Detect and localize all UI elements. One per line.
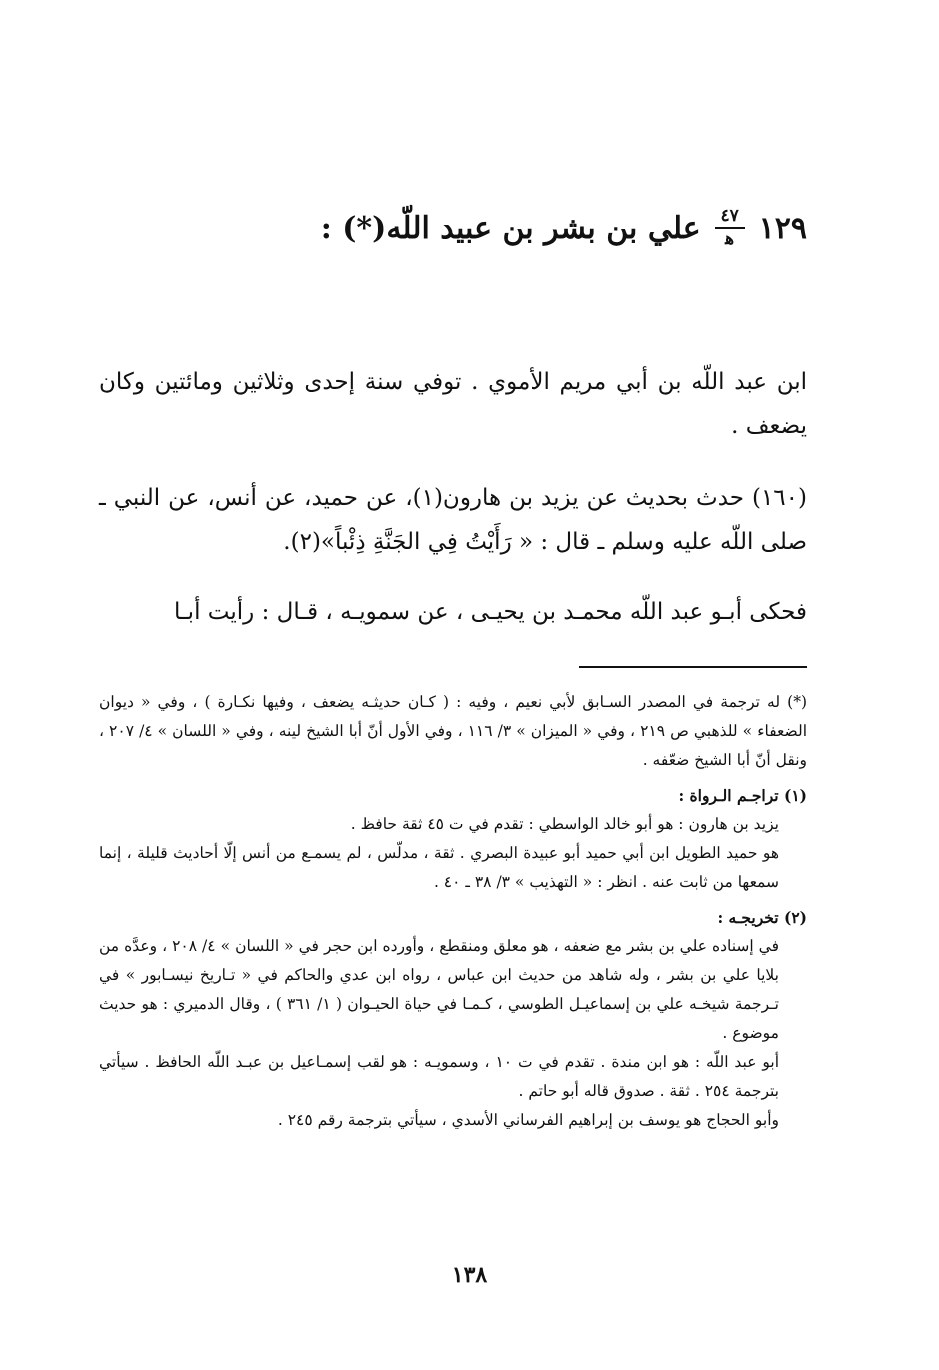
- fraction-bottom: ﻫ: [725, 229, 735, 249]
- footnote-2-line-2: أبو عبد اللّه : هو ابن مندة . تقدم في ت ١٠ ، وسمويـه : هو لقب إسمـاعيل بن عبـد اللّه الحافظ . سيأتي بترجمة ٢٥٤ . ثقة . صدوق قاله أبو حاتم .: [99, 1053, 780, 1100]
- footnote-star: (*) له ترجمة في المصدر السـابق لأبي نعيم ، وفيه : ( كـان حديثـه يضعف ، وفيها نكـارة ) ، وفي « ديوان الضعفاء » للذهبي ص ٢١٩ ، وفي « الميزان » ٣/ ١١٦ ، وفي الأول أنّ أبا الشيخ لينه ، وفي « اللسان » ٤/ ٢٠٧ ، ونقل أنّ أبا الشيخ ضعّفه .: [99, 693, 807, 769]
- footnote-divider: [579, 666, 807, 668]
- footnote-1: [99, 781, 807, 897]
- footnote-1-line-2: هو حميد الطويل ابن أبي حميد أبو عبيدة البصري . ثقة ، مدلّس ، لم يسمـع من أنس إلّا أحاديث قليلة ، إنما سمعها من ثابت عنه . انظر : « التهذيب » ٣/ ٣٨ ـ ٤٠ .: [99, 844, 779, 891]
- footnote-2-line-1: في إسناده علي بن بشر مع ضعفه ، هو معلق ومنقطع ، وأورده ابن حجر في « اللسان » ٤/ ٢٠٨ ، وعدَّه من بلايا علي بن بشر ، وله شاهد من حديث ابن عباس ، رواه ابن عدي والحاكم في « تـاريخ نيسـابور » في تـرجمة شيخـه علي بن إسماعيـل الطوسي ، كـمـا في حياة الحيـوان ( ١/ ٣٦١ ) ، وقال الدميري : هو حديث موضوع .: [99, 937, 780, 1042]
- footnote-2: [99, 903, 807, 1135]
- fraction-top: ٤٧: [720, 206, 739, 226]
- hadith-paragraph: (١٦٠) حدث بحديث عن يزيد بن هارون(١)، عن حميد، عن أنس، عن النبي ـ صلى اللّه عليه وسلم ـ قال : « رَأَيْتُ فِي الجَنَّةِ ذِئْباً»(٢).: [99, 485, 807, 555]
- entry-number: ١٢٩: [758, 210, 807, 246]
- page-number: ١٣٨: [451, 1262, 488, 1288]
- footnote-2-line-3: وأبو الحجاج هو يوسف بن إبراهيم الفرساني الأسدي ، سيأتي بترجمة رقم ٢٤٥ .: [277, 1111, 779, 1129]
- footnotes: [99, 688, 807, 1135]
- continuation-paragraph: فحكى أبـو عبد اللّه محمـد بن يحيـى ، عن سمويـه ، قـال : رأيت أبـا: [173, 599, 807, 625]
- footnote-2-heading: (٢) تخريجـه :: [717, 908, 807, 927]
- entry-title: علي بن بشر بن عبيد اللّه(*) :: [320, 210, 701, 246]
- footnote-1-heading: (١) تراجـم الـرواة :: [678, 786, 807, 805]
- footnote-1-line-1: يزيد بن هارون : هو أبو خالد الواسطي : تقدم في ت ٤٥ ثقة حافظ .: [350, 815, 779, 833]
- volume-fraction: [715, 208, 745, 248]
- entry-heading: [107, 208, 807, 248]
- biography-paragraph: ابن عبد اللّه بن أبي مريم الأموي . توفي سنة إحدى وثلاثين ومائتين وكان يضعف .: [99, 369, 807, 439]
